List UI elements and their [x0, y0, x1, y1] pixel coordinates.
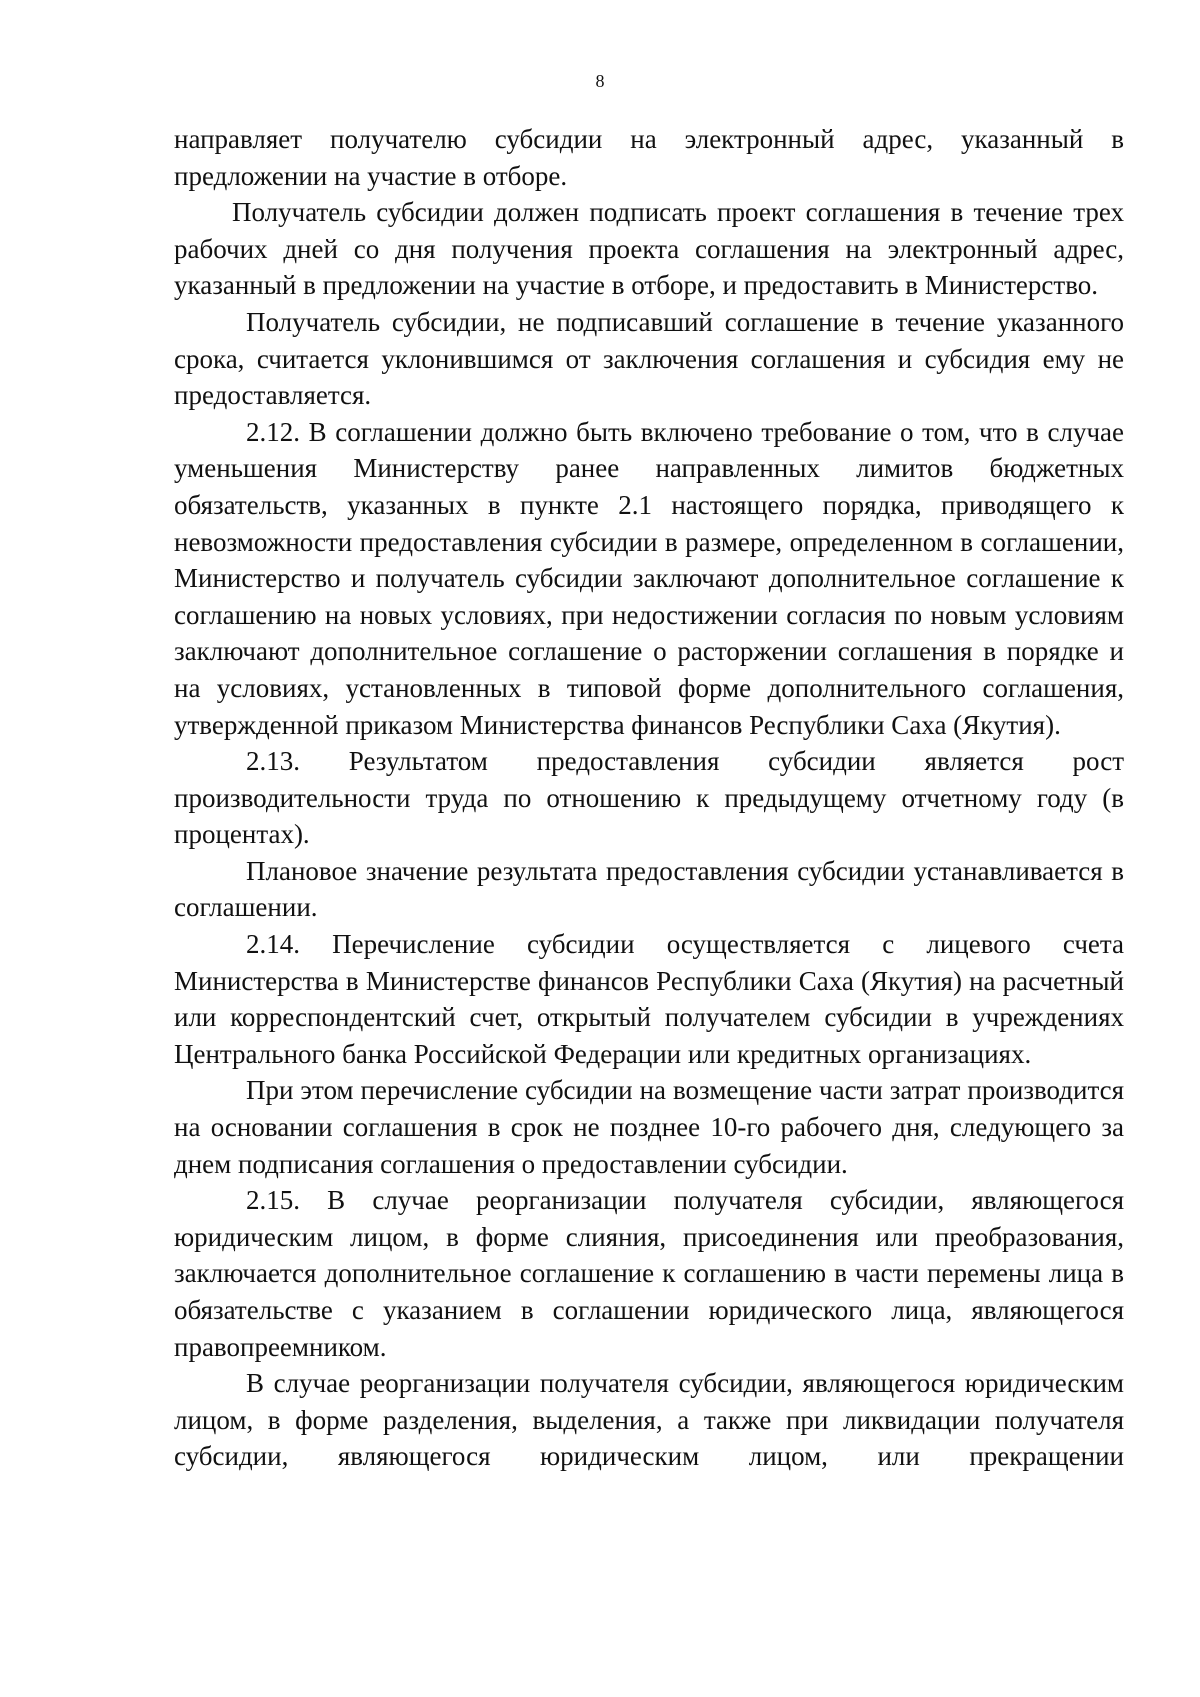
paragraph-2-13: 2.13. Результатом предоставления субсидии является рост производительности труда по отношению к предыдущему отчетному году (в процентах).: [174, 746, 1124, 850]
page-number: 8: [595, 71, 605, 91]
paragraph-signing-deadline: Получатель субсидии должен подписать проект соглашения в течение трех рабочих дней со дня получения проекта соглашения на электронный адрес, указанный в предложении на участие в отборе, и предоставить в Министерство.: [174, 197, 1124, 301]
paragraph-planned-value: Плановое значение результата предоставления субсидии устанавливается в соглашении.: [174, 855, 1124, 923]
paragraph-2-12: 2.12. В соглашении должно быть включено требование о том, что в случае уменьшения Министерству ранее направленных лимитов бюджетных обязательств, указанных в пункте 2.1 настоящего порядка, приводящего к невозможности предоставления субсидии в размере, определенном в соглашении, Министерство и получатель субсидии заключают дополнительное соглашение к соглашению на новых условиях, при недостижении согласия по новым условиям заключают дополнительное соглашение о расторжении соглашения в порядке и на условиях, установленных в типовой форме дополнительного соглашения, утвержденной приказом Министерства финансов Республики Саха (Якутия).: [174, 416, 1124, 740]
paragraph-2-14: 2.14. Перечисление субсидии осуществляется с лицевого счета Министерства в Министерстве финансов Республики Саха (Якутия) на расчетный или корреспондентский счет, открытый получателем субсидии в учреждениях Центрального банка Российской Федерации или кредитных организациях.: [174, 929, 1124, 1069]
paragraph-reorganization-division: В случае реорганизации получателя субсидии, являющегося юридическим лицом, в форме разделения, выделения, а также при ликвидации получателя субсидии, являющегося юридическим лицом, или прекращении: [174, 1368, 1124, 1472]
document-body: [174, 121, 1124, 1475]
paragraph-continuation: направляет получателю субсидии на электронный адрес, указанный в предложении на участие в отборе.: [174, 124, 1124, 191]
paragraph-transfer-timing: При этом перечисление субсидии на возмещение части затрат производится на основании соглашения в срок не позднее 10-го рабочего дня, следующего за днем подписания соглашения о предоставлении субсидии.: [174, 1075, 1124, 1179]
paragraph-2-15: 2.15. В случае реорганизации получателя субсидии, являющегося юридическим лицом, в форме слияния, присоединения или преобразования, заключается дополнительное соглашение к соглашению в части перемены лица в обязательстве с указанием в соглашении юридического лица, являющегося правопреемником.: [174, 1185, 1124, 1362]
paragraph-evasion: Получатель субсидии, не подписавший соглашение в течение указанного срока, считается уклонившимся от заключения соглашения и субсидия ему не предоставляется.: [174, 306, 1124, 411]
